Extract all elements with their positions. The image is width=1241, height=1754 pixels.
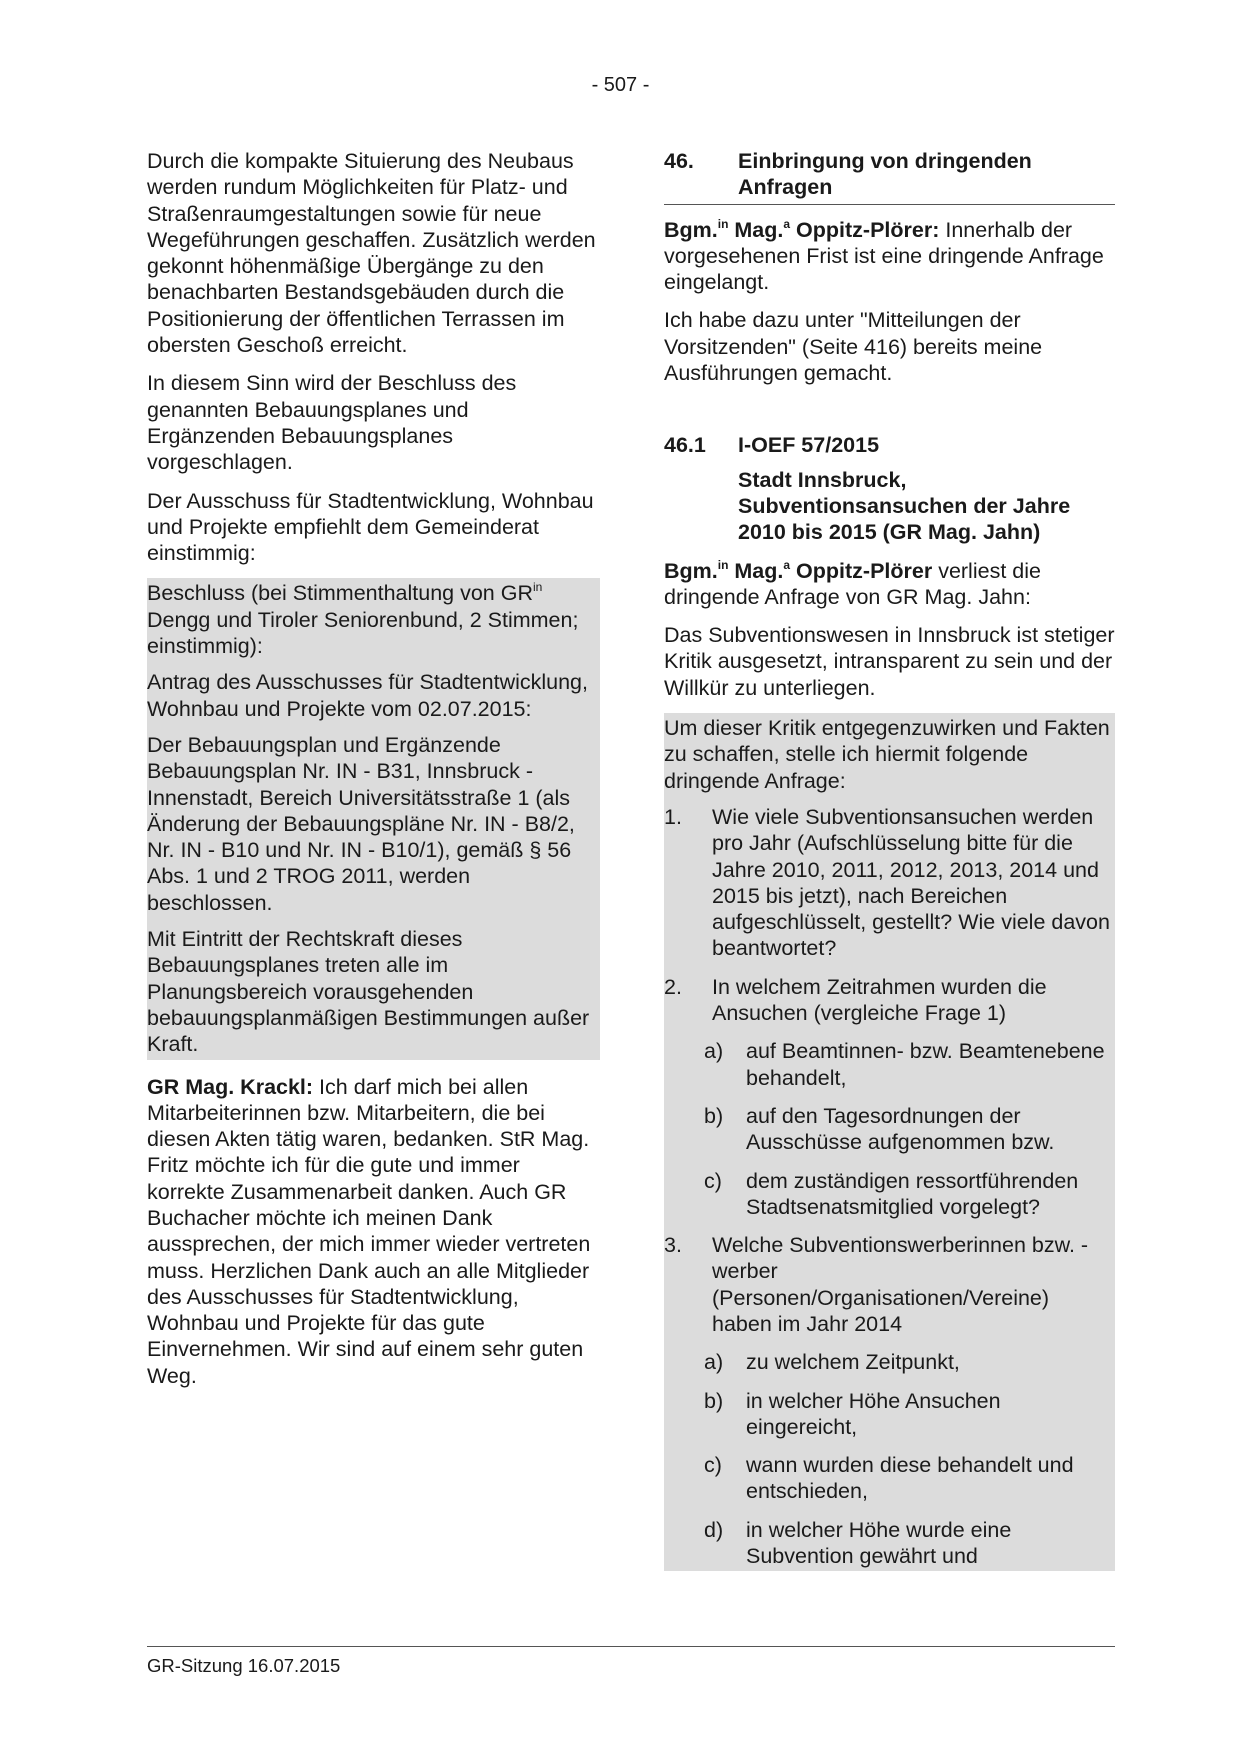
footer-rule [147,1646,1115,1647]
speaker-sup-a: a [783,216,791,231]
paragraph-neubau: Durch die kompakte Situierung des Neubaus werden rundum Möglichkeiten für Platz- und Straßenraumgestaltungen sowie für neue Wegeführungen geschaffen. Zusätzlich werden gekonnt höhenmäßige Übergänge zu den benachbarten Bestandsgebäuden durch die Positionierung der öffentlichen Terrassen im obersten Geschoß erreicht. [147,149,596,358]
verliest-text: verliest die dringende Anfrage von GR Mag. Jahn: [664,558,1041,609]
beschluss-text-pre: Beschluss (bei Stimmenthaltung von GR [147,581,533,606]
speaker-oppitz-2 [664,559,932,583]
krackl-text: Ich darf mich bei allen Mitarbeiterinnen bzw. Mitarbeitern, die bei diesen Akten tätig waren, bedanken. StR Mag. Fritz möchte ich für die gute und immer korrekte Zusammenarbeit danken. Auch GR Buchacher möchte ich meinen Dank aussprechen, der mich immer wieder vertreten muss. Herzlichen Dank auch an alle Mitglieder des Ausschusses für Stadtentwicklung, Wohnbau und Projekte für das gute Einvernehmen. Wir sind auf einem sehr guten Weg. [147,1074,591,1388]
paragraph-mitteilungen: Ich habe dazu unter "Mitteilungen der Vorsitzenden" (Seite 416) bereits meine Ausführungen gemacht. [664,308,1043,386]
beschluss-heading [147,580,596,659]
list-number: 3. [664,1233,682,1258]
sub-list-item [704,1103,1111,1156]
bebauungsplan-text: Der Bebauungsplan und Ergänzende Bebauungsplan Nr. IN - B31, Innsbruck - Innenstadt, Bereich Universitätsstraße 1 (als Änderung der Bebauungspläne Nr. IN - B8/2, Nr. IN - B10 und Nr. IN - B10/1), gemäß § 56 Abs. 1 und 2 TROG 2011, werden beschlossen. [147,732,575,915]
sub-list-letter: c) [704,1453,722,1478]
speaker-krackl: GR Mag. Krackl: [147,1074,314,1099]
sub-list-item [704,1517,1111,1570]
sub-list-letter: d) [704,1517,724,1542]
sub-list-item [704,1452,1111,1505]
left-column [147,148,600,1401]
footer-session: GR-Sitzung 16.07.2015 [147,1655,341,1676]
sub-list-letter: c) [704,1168,722,1193]
sub-list-text: dem zuständigen ressortführenden Stadtsenatsmitglied vorgelegt? [746,1168,1079,1219]
anfrage-box [664,713,1115,1571]
speaker-name: Oppitz-Plörer [790,217,933,242]
right-column [664,148,1115,1585]
beschluss-box [147,578,600,1059]
subsection-code: I-OEF 57/2015 [738,433,880,458]
speaker-sup-in: in [717,557,729,572]
paragraph-ausschuss-empfehlung: Der Ausschuss für Stadtentwicklung, Wohnbau und Projekte empfiehlt dem Gemeinderat einstimmig: [147,488,594,566]
sub-list-text: wann wurden diese behandelt und entschieden, [746,1453,1074,1504]
paragraph-krackl [147,1074,600,1390]
list-number: 1. [664,804,682,829]
list-text: Welche Subventionswerberinnen bzw. -werber (Personen/Organisationen/Vereine) haben im Jahr 2014 [712,1233,1089,1336]
sub-list-letter: b) [704,1103,724,1128]
sub-list-item [704,1038,1111,1091]
paragraph-frist [664,217,1115,296]
list-item [664,974,1111,1027]
speaker-title-bgm: Bgm. [664,558,718,583]
speaker-name: Oppitz-Plörer [790,558,933,583]
list-item [664,804,1111,962]
beschluss-text-post: Dengg und Tiroler Seniorenbund, 2 Stimmen; einstimmig): [147,607,579,659]
speaker-colon: : [932,217,940,242]
sub-list-text: in welcher Höhe wurde eine Subvention gewährt und [746,1517,1012,1569]
anfrage-intro: Um dieser Kritik entgegenzuwirken und Fakten zu schaffen, stelle ich hiermit folgende dringende Anfrage: [664,716,1110,793]
sub-list-item [704,1388,1111,1441]
subsection-title: Stadt Innsbruck, Subventionsansuchen der Jahre 2010 bis 2015 (GR Mag. Jahn) [738,467,1071,545]
paragraph-beschluss-vorschlag: In diesem Sinn wird der Beschluss des genannten Bebauungsplanes und Ergänzenden Bebauungsplanes vorgeschlagen. [147,371,517,475]
page-number: - 507 - [591,74,650,96]
sub-list-letter: a) [704,1350,724,1375]
sub-list-letter: a) [704,1039,724,1064]
list-item [664,1232,1111,1337]
speaker-title-bgm: Bgm. [664,217,718,242]
section-heading-46 [664,148,1115,205]
antrag-text: Antrag des Ausschusses für Stadtentwicklung, Wohnbau und Projekte vom 02.07.2015: [147,670,588,721]
sub-list-letter: b) [704,1388,724,1413]
paragraph-verliest [664,558,1115,611]
paragraph-subventionswesen: Das Subventionswesen in Innsbruck ist stetiger Kritik ausgesetzt, intransparent zu sein und der Willkür zu unterliegen. [664,623,1115,700]
section-number: 46. [664,149,694,173]
frist-text: Innerhalb der vorgesehenen Frist ist eine dringende Anfrage eingelangt. [664,217,1104,295]
sub-list-item [704,1168,1111,1221]
spacer [664,398,1115,432]
list-text: In welchem Zeitrahmen wurden die Ansuchen (vergleiche Frage 1) [712,974,1047,1026]
beschluss-sup: in [532,580,543,595]
list-text: Wie viele Subventionsansuchen werden pro Jahr (Aufschlüsselung bitte für die Jahre 2010, 2011, 2012, 2013, 2014 und 2015 bis jetzt), nach Bereichen aufgeschlüsselt, gestellt? Wie viele davon beantwortet? [712,804,1110,961]
sub-list-text: zu welchem Zeitpunkt, [746,1350,960,1375]
sub-list-text: auf Beamtinnen- bzw. Beamtenebene behandelt, [746,1039,1105,1090]
speaker-title-mag: Mag. [728,217,784,242]
speaker-sup-a: a [783,557,791,572]
section-title: Einbringung von dringenden Anfragen [738,149,1032,200]
speaker-title-mag: Mag. [728,558,784,583]
sub-list-text: auf den Tagesordnungen der Ausschüsse aufgenommen bzw. [746,1103,1055,1155]
subsection-heading [664,432,1115,458]
sub-list-item [704,1349,1111,1375]
subsection-number: 46.1 [664,433,706,458]
sub-list-text: in welcher Höhe Ansuchen eingereicht, [746,1388,1001,1439]
speaker-oppitz [664,218,939,242]
speaker-sup-in: in [717,216,729,231]
rechtskraft-text: Mit Eintritt der Rechtskraft dieses Bebauungsplanes treten alle im Planungsbereich vorausgehenden bebauungsplanmäßigen Bestimmungen außer Kraft. [147,927,590,1057]
list-number: 2. [664,974,682,999]
